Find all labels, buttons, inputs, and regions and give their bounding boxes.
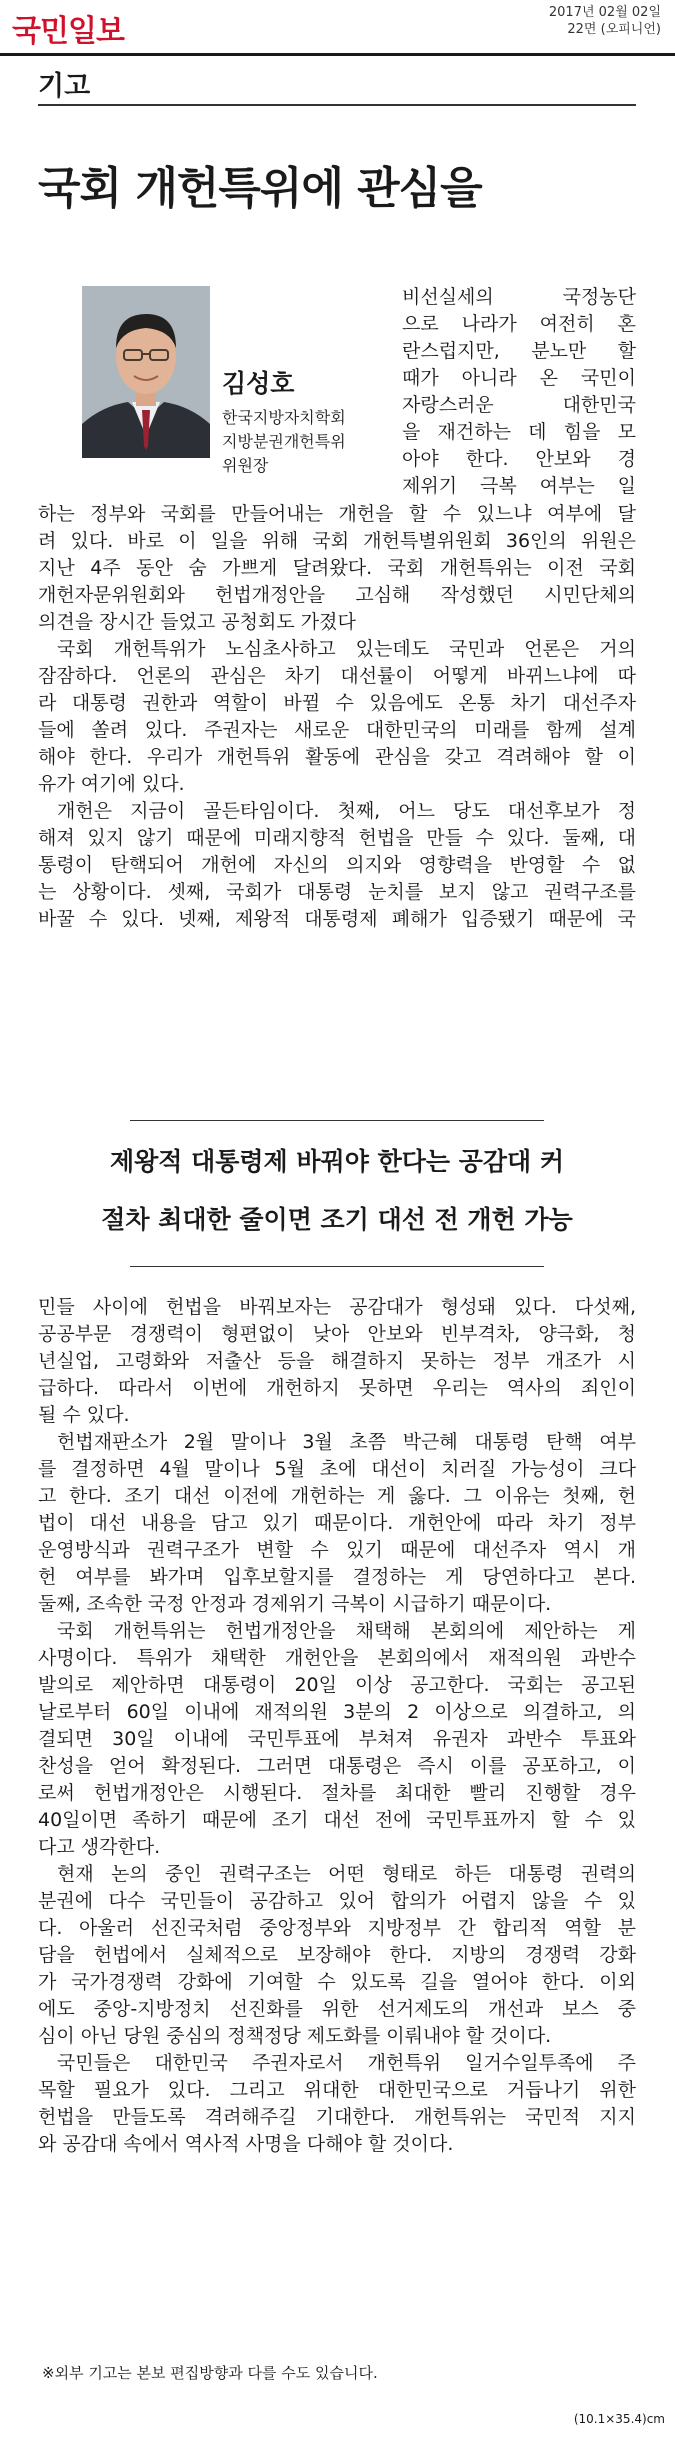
body-text-line: 제위기 극복 여부는 일 [402, 475, 636, 497]
body-text-line: 는 상황이다. 셋째, 국회가 대통령 눈치를 보지 않고 권력구조를 [38, 881, 636, 903]
body-text-line: 발의로 제안하면 대통령이 20일 이상 공고한다. 국회는 공고된 [38, 1674, 636, 1696]
body-text-line: 의견을 장시간 들었고 공청회도 가졌다 [38, 611, 356, 633]
body-text-line: 국회 개헌특위는 헌법개정안을 채택해 본회의에 제안하는 게 [57, 1620, 636, 1642]
body-text-line: 결되면 30일 이내에 국민투표에 부쳐져 유권자 과반수 투표와 [38, 1728, 636, 1750]
body-text-line: 개헌자문위원회와 헌법개정안을 고심해 작성했던 시민단체의 [38, 584, 636, 606]
body-text-line: 고 한다. 조기 대선 이전에 개헌하는 게 옳다. 그 이유는 첫째, 헌 [38, 1485, 636, 1507]
body-text-line: 현재 논의 중인 권력구조는 어떤 형태로 하든 대통령 권력의 [57, 1863, 636, 1885]
author-title: 위원장 [222, 456, 269, 475]
publication-page: 22면 (오피니언) [567, 22, 661, 37]
body-text-line: 통령이 탄핵되어 개헌에 자신의 의지와 영향력을 반영할 수 없 [38, 854, 636, 876]
body-text-line: 가 국가경쟁력 강화에 기여할 수 있도록 길을 열어야 한다. 이외 [38, 1971, 636, 1993]
body-text-line: 헌법재판소가 2월 말이나 3월 초쯤 박근혜 대통령 탄핵 여부 [57, 1431, 636, 1453]
author-affiliation: 한국지방자치학회 [222, 408, 346, 427]
body-text-line: 해져 있지 않기 때문에 미래지향적 헌법을 만들 수 있다. 둘째, 대 [38, 827, 636, 849]
body-text-line: 목할 필요가 있다. 그리고 위대한 대한민국으로 거듭나기 위한 [38, 2079, 636, 2101]
author-name: 김성호 [222, 369, 295, 398]
body-text-line: 헌법을 만들도록 격려해주길 기대한다. 개헌특위는 국민적 지지 [38, 2106, 636, 2128]
author-affiliation: 지방분권개헌특위 [222, 432, 346, 451]
newspaper-logo: 국민일보 [12, 14, 124, 49]
body-text-line: 찬성을 얻어 확정된다. 그러면 대통령은 즉시 이를 공포하고, 이 [38, 1755, 636, 1777]
body-text-line: 운영방식과 권력구조가 변할 수 있기 때문에 대선주자 역시 개 [38, 1539, 636, 1561]
article-headline: 국회 개헌특위에 관심을 [38, 163, 482, 214]
article-size-note: (10.1×35.4)cm [573, 2412, 665, 2426]
body-text-line: 란스럽지만, 분노만 할 [402, 340, 636, 362]
body-text-line: 에도 중앙-지방정치 선진화를 위한 선거제도의 개선과 보스 중 [38, 1998, 636, 2020]
publication-date: 2017년 02월 02일 [548, 5, 661, 20]
disclaimer-footnote: ※외부 기고는 본보 편집방향과 다를 수도 있습니다. [42, 2364, 378, 2382]
body-text-line: 들에 쏠려 있다. 주권자는 새로운 대한민국의 미래를 함께 설계 [38, 719, 636, 741]
body-text-line: 바꿀 수 있다. 넷째, 제왕적 대통령제 폐해가 입증됐기 때문에 국 [38, 908, 636, 930]
body-text-line: 헌 여부를 봐가며 입후보할지를 결정하는 게 당연하다고 본다. [38, 1566, 636, 1588]
body-text-line: 를 결정하면 4월 말이나 5월 초에 대선이 치러질 가능성이 크다 [38, 1458, 636, 1480]
body-text-line: 급하다. 따라서 이번에 개헌하지 못하면 우리는 역사의 죄인이 [38, 1377, 636, 1399]
masthead [0, 0, 675, 56]
body-text-line: 아야 한다. 안보와 경 [402, 448, 636, 470]
body-text-line: 개헌은 지금이 골든타임이다. 첫째, 어느 당도 대선후보가 정 [57, 800, 636, 822]
body-text-line: 하는 정부와 국회를 만들어내는 개헌을 할 수 있느냐 여부에 달 [38, 503, 636, 525]
body-text-line: 둘째, 조속한 국정 안정과 경제위기 극복이 시급하기 때문이다. [38, 1593, 552, 1615]
body-text-line: 로써 헌법개정안은 시행된다. 절차를 최대한 빨리 진행할 경우 [38, 1782, 636, 1804]
body-text-line: 지난 4주 동안 숨 가쁘게 달려왔다. 국회 개헌특위는 이전 국회 [38, 557, 636, 579]
body-text-line: 유가 여기에 있다. [38, 773, 185, 795]
body-text-line: 잠잠하다. 언론의 관심은 차기 대선률이 어떻게 바뀌느냐에 따 [38, 665, 636, 687]
body-text-line: 다. 아울러 선진국처럼 중앙정부와 지방정부 간 합리적 역할 분 [38, 1917, 636, 1939]
body-text-line: 공공부문 경쟁력이 형편없이 낮아 안보와 빈부격차, 양극화, 청 [38, 1323, 636, 1345]
body-text-line: 법이 대선 내용을 담고 있기 때문이다. 개헌안에 따라 차기 정부 [38, 1512, 636, 1534]
pullquote-line: 제왕적 대통령제 바꿔야 한다는 공감대 커 [109, 1147, 565, 1176]
body-text-line: 때가 아니라 온 국민이 [402, 367, 636, 389]
body-text-line: 해야 한다. 우리가 개헌특위 활동에 관심을 갖고 격려해야 할 이 [38, 746, 636, 768]
body-text-line: 비선실세의 국정농단 [402, 286, 636, 308]
pullquote-divider [130, 1266, 544, 1267]
section-label: 기고 [38, 71, 91, 102]
body-text-line: 년실업, 고령화와 저출산 등을 해결하지 못하는 정부 개조가 시 [38, 1350, 636, 1372]
body-text-line: 날로부터 60일 이내에 재적의원 3분의 2 이상으로 의결하고, 의 [38, 1701, 636, 1723]
body-text-line: 될 수 있다. [38, 1404, 130, 1426]
body-text-line: 담을 헌법에서 실체적으로 보장해야 한다. 지방의 경쟁력 강화 [38, 1944, 636, 1966]
body-text-line: 사명이다. 특위가 채택한 개헌안을 본회의에서 재적의원 과반수 [38, 1647, 636, 1669]
body-text-line: 을 재건하는 데 힘을 모 [402, 421, 636, 443]
body-text-line: 자랑스러운 대한민국 [402, 394, 636, 416]
author-portrait-icon [82, 286, 210, 458]
body-text-line: 려 있다. 바로 이 일을 위해 국회 개헌특별위원회 36인의 위원은 [38, 530, 636, 552]
section-divider [38, 104, 636, 106]
body-text-line: 국민들은 대한민국 주권자로서 개헌특위 일거수일투족에 주 [57, 2052, 636, 2074]
body-text-line: 다고 생각한다. [38, 1836, 161, 1858]
body-text-line: 와 공감대 속에서 역사적 사명을 다해야 할 것이다. [38, 2133, 454, 2155]
pullquote-line: 절차 최대한 줄이면 조기 대선 전 개헌 가능 [101, 1205, 573, 1234]
pullquote-divider [130, 1120, 544, 1121]
body-text-line: 으로 나라가 여전히 혼 [402, 313, 636, 335]
body-text-line: 민들 사이에 헌법을 바꿔보자는 공감대가 형성돼 있다. 다섯째, [38, 1296, 636, 1318]
body-text-line: 분권에 다수 국민들이 공감하고 있어 합의가 어렵지 않을 수 있 [38, 1890, 636, 1912]
body-text-line: 라 대통령 권한과 역할이 바뀔 수 있음에도 온통 차기 대선주자 [38, 692, 636, 714]
author-photo [82, 286, 210, 458]
body-text-line: 심이 아닌 당원 중심의 정책정당 제도화를 이뤄내야 할 것이다. [38, 2025, 552, 2047]
body-text-line: 40일이면 족하기 때문에 조기 대선 전에 국민투표까지 할 수 있 [38, 1809, 636, 1831]
body-text-line: 국회 개헌특위가 노심초사하고 있는데도 국민과 언론은 거의 [57, 638, 636, 660]
